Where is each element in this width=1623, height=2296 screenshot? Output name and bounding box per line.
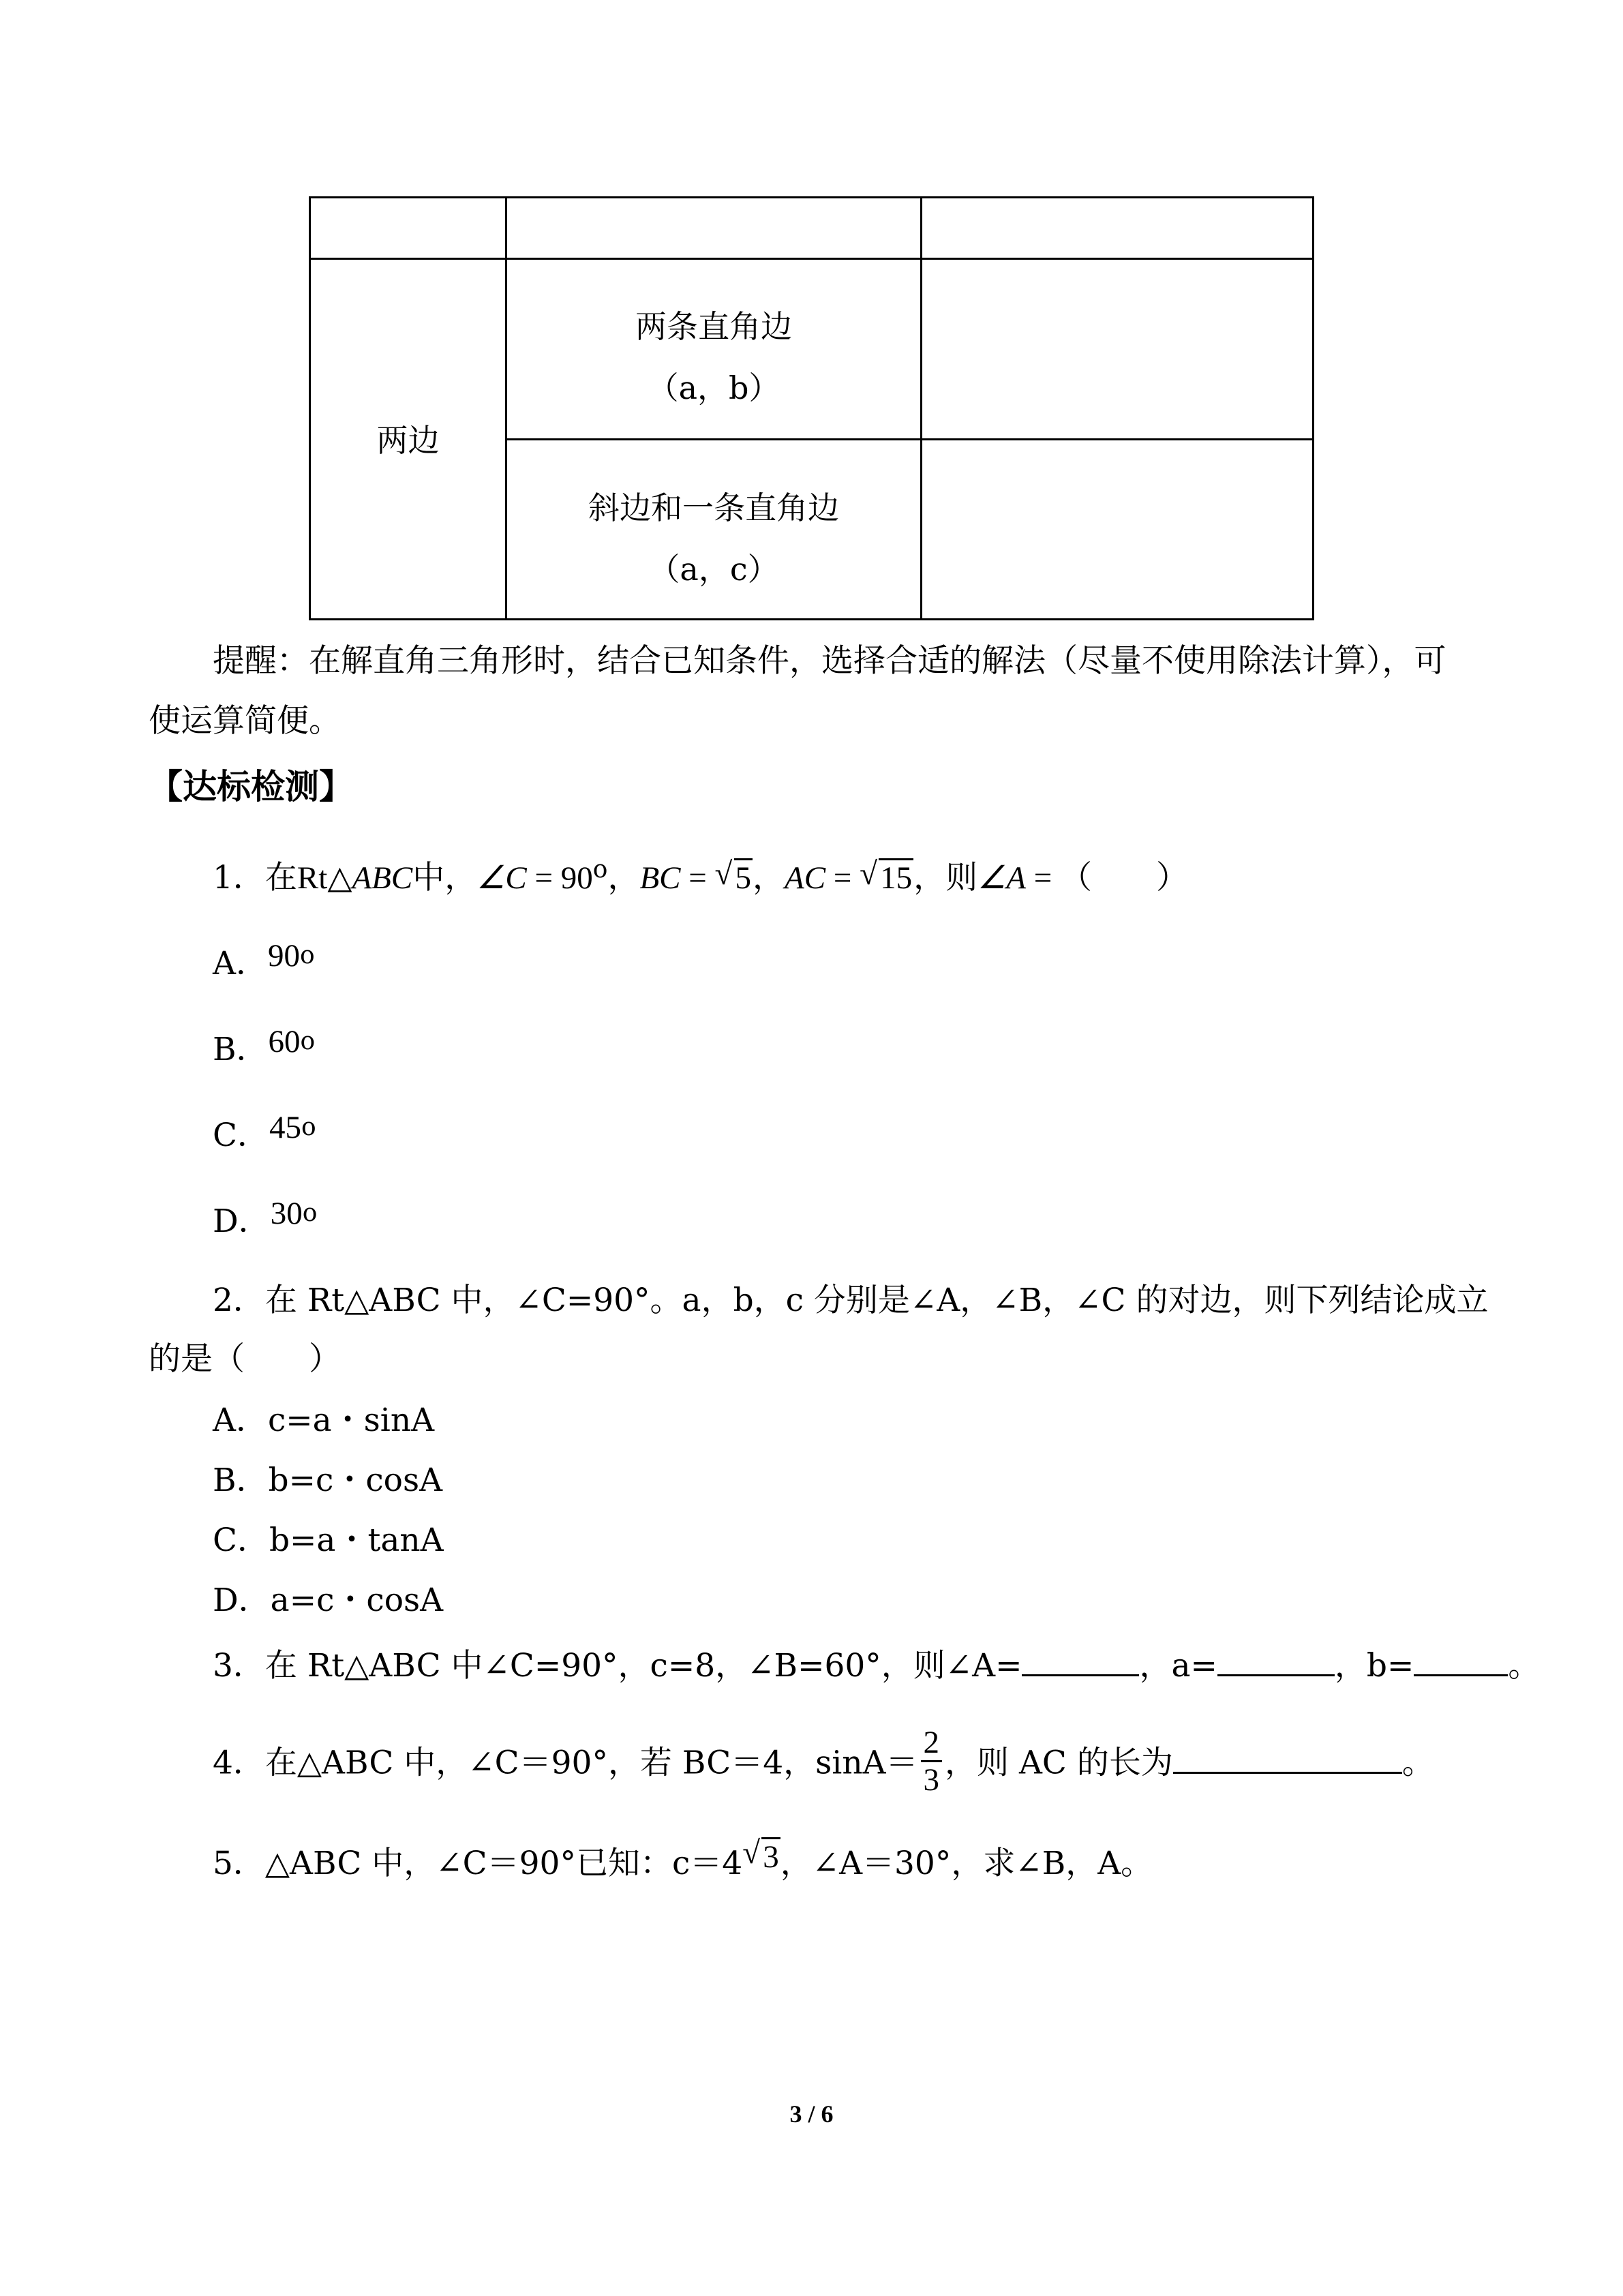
table-case1-line1: 两条直角边 (635, 308, 792, 345)
q1-option-d (213, 1196, 318, 1245)
q5-part-2: ，∠A＝30°，求∠B，A。 (780, 1845, 1153, 1882)
question-5 (213, 1839, 1153, 1884)
reminder-line-1: 提醒：在解直角三角形时，结合已知条件，选择合适的解法（尽量不使用除法计算），可 (213, 642, 1446, 680)
q1-degree: o (592, 856, 608, 883)
table-row-sep-middle (505, 438, 1314, 440)
q1-option-b (213, 1024, 316, 1073)
q1-option-a-value: 90 (267, 938, 300, 973)
q5-part-1: 5．△ABC 中，∠C＝90°已知：c＝4 (213, 1845, 743, 1882)
table-border-right (1312, 196, 1314, 620)
table-col-sep-2 (920, 196, 922, 620)
q1-option-b-label: B． (213, 1031, 269, 1068)
q1-angle-c: ∠C (476, 860, 527, 896)
q1-eq90: = 90 (526, 860, 593, 896)
table-border-top (309, 196, 1314, 198)
q4-fraction-denominator: 3 (923, 1762, 940, 1798)
q4-blank-ac[interactable] (1173, 1739, 1402, 1774)
q3-part-2: ，a= (1139, 1647, 1217, 1685)
table-case2-line1: 斜边和一条直角边 (588, 489, 839, 526)
q1-bc: BC (639, 860, 681, 896)
q1-option-d-degree: o (302, 1199, 318, 1227)
q4-part-2: ，则 AC 的长为 (945, 1744, 1173, 1782)
q1-comma2: ， (753, 859, 785, 896)
q1-ac-value: 15 (879, 858, 913, 896)
q1-comma1: ， (607, 859, 640, 896)
q1-eq-b: = (825, 860, 860, 896)
q1-option-b-degree: o (300, 1027, 316, 1055)
page-number: 3 / 6 (789, 2100, 834, 2128)
q1-option-a-degree: o (299, 941, 315, 969)
q1-sqrt5 (715, 858, 753, 898)
q1-sqrt15 (860, 858, 913, 898)
q1-tail2: = （ ） (1025, 860, 1188, 896)
q3-part-4: 。 (1508, 1647, 1541, 1685)
table-case2-line2: （a，c） (648, 551, 779, 588)
q3-part-1: 3．在 Rt△ABC 中∠C=90°，c=8，∠B=60°，则∠A= (213, 1647, 1022, 1685)
q4-fraction-numerator: 2 (921, 1725, 943, 1762)
table-border-bottom (309, 618, 1314, 620)
q3-blank-angle-a[interactable] (1022, 1642, 1139, 1676)
table-row-sep-header (309, 258, 1314, 260)
q1-option-d-value: 30 (270, 1196, 303, 1231)
q2-option-d: D．a=c・cosA (213, 1582, 444, 1619)
q2-option-b: B．b=c・cosA (213, 1462, 443, 1499)
q2-option-c: C．b=a・tanA (213, 1522, 444, 1559)
q1-option-a-label: A． (213, 945, 268, 982)
q1-angle-a: ∠A (977, 860, 1026, 896)
q1-rt: Rt△ (297, 860, 352, 896)
reminder-line-2: 使运算简便。 (149, 702, 341, 740)
q1-option-c-label: C． (213, 1117, 269, 1154)
solving-table (309, 196, 1314, 620)
q1-eq-a: = (680, 860, 715, 896)
question-2-line-2: 的是（ ） (149, 1340, 341, 1378)
table-row-label: 两边 (376, 422, 440, 459)
q3-part-3: ，b= (1334, 1647, 1414, 1685)
q4-fraction (921, 1725, 943, 1798)
q2-option-a: A．c=a・sinA (213, 1402, 435, 1439)
q1-ac: AC (785, 860, 826, 896)
q1-option-a (213, 938, 315, 987)
question-3 (213, 1642, 1540, 1687)
question-2-line-1: 2．在 Rt△ABC 中，∠C=90°。a，b，c 分别是∠A，∠B，∠C 的对边，则下列结论成立 (213, 1282, 1489, 1319)
q1-option-b-value: 60 (268, 1024, 301, 1059)
q1-abc: ABC (352, 860, 413, 896)
q4-part-1: 4．在△ABC 中，∠C＝90°，若 BC＝4，sinA＝ (213, 1744, 918, 1782)
q1-prefix: 1．在 (213, 859, 297, 896)
q3-blank-a[interactable] (1217, 1642, 1335, 1676)
question-4 (213, 1725, 1434, 1802)
section-title: 【达标检测】 (149, 766, 353, 806)
q5-sqrt3 (742, 1837, 780, 1877)
table-border-left (309, 196, 311, 620)
q1-option-d-label: D． (213, 1203, 271, 1240)
q1-option-c (213, 1110, 316, 1159)
q1-option-c-degree: o (301, 1113, 316, 1141)
q1-option-c-value: 45 (269, 1110, 301, 1145)
q4-part-3: 。 (1401, 1744, 1434, 1782)
q1-tail: ，则 (913, 859, 978, 896)
table-case1-line2: （a，b） (647, 369, 780, 406)
q5-sqrt-value: 3 (761, 1837, 780, 1875)
q1-mid: 中， (412, 859, 477, 896)
question-1 (213, 858, 1188, 901)
q1-bc-value: 5 (734, 858, 753, 896)
q3-blank-b[interactable] (1414, 1642, 1508, 1676)
